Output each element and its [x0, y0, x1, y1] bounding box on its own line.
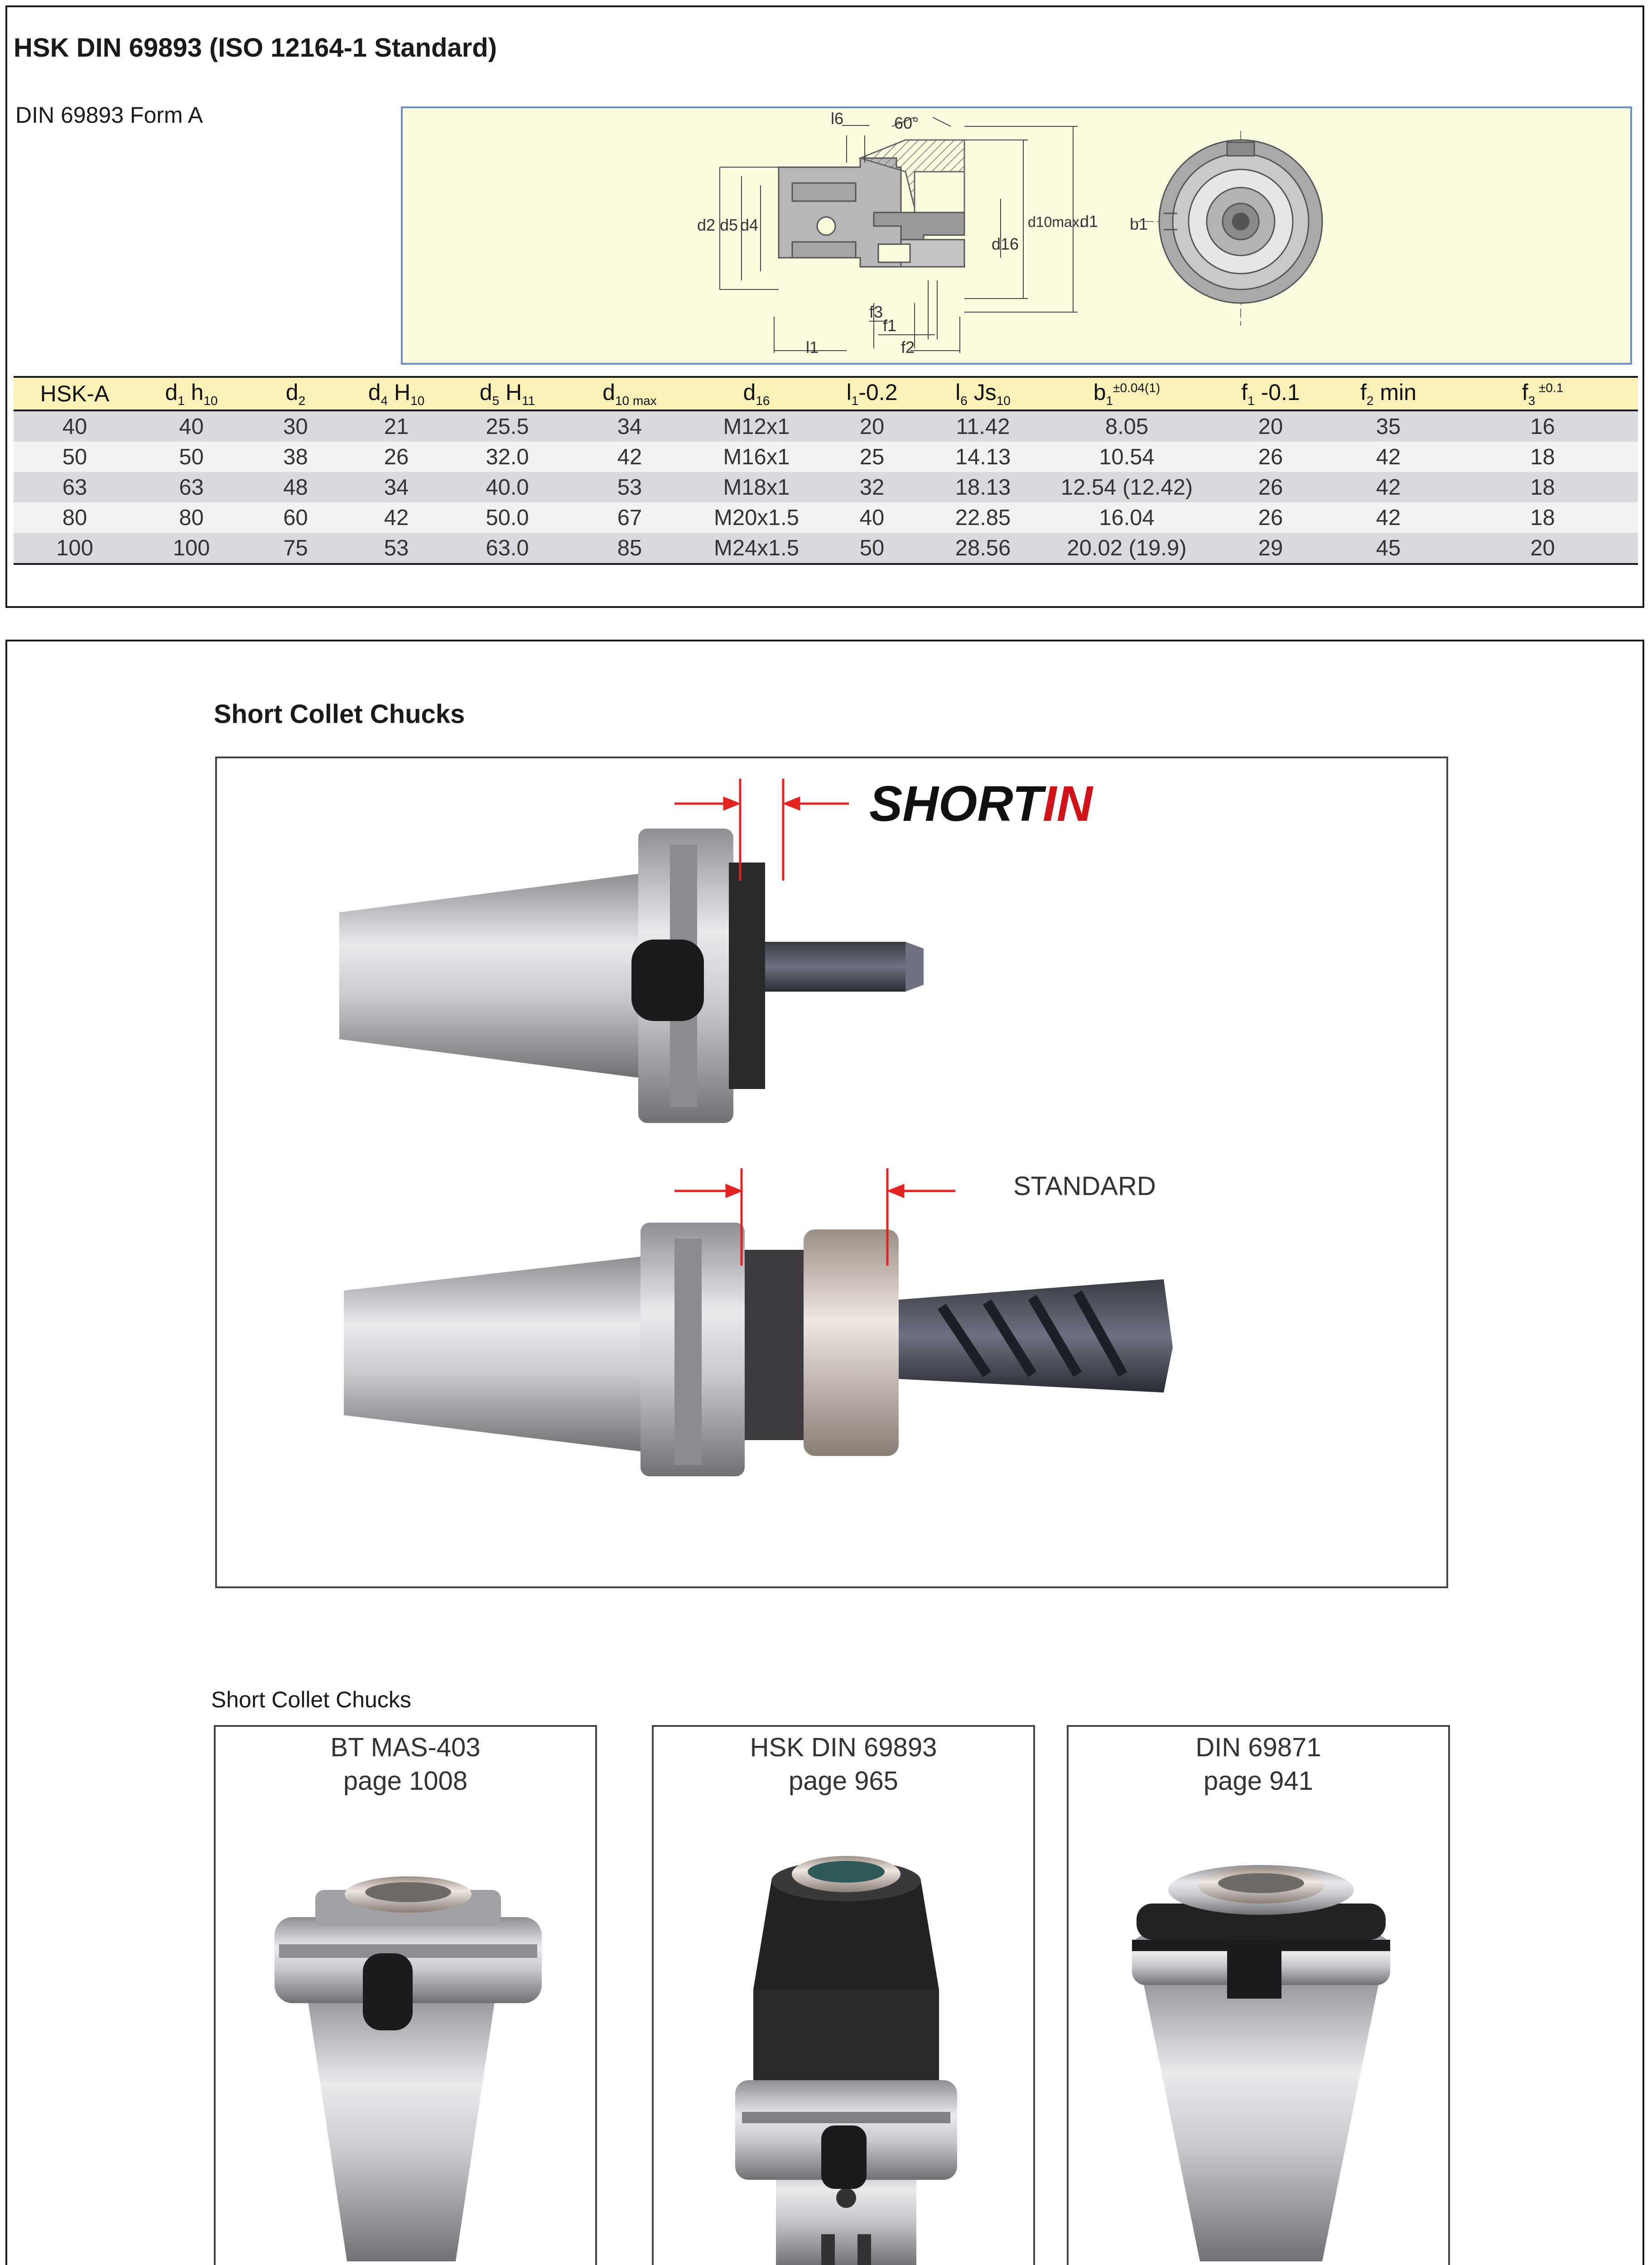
col-f1: $f_1$ -0.1: [1212, 377, 1329, 410]
din-holder-image: [1069, 1799, 1452, 2265]
col-d2: $d_2$: [247, 377, 344, 410]
hsk-holder-image: [654, 1799, 1037, 2265]
card-din-69871[interactable]: [1067, 1725, 1450, 2265]
label-b1: b1: [1130, 215, 1148, 233]
cell: 50: [14, 442, 136, 472]
cell: 22.85: [924, 502, 1042, 533]
cell: 11.42: [924, 410, 1042, 442]
cell: 63: [14, 472, 136, 502]
cell: 26: [1212, 442, 1329, 472]
cell: 34: [566, 410, 693, 442]
cell: 32.0: [448, 442, 566, 472]
cell: 48: [247, 472, 344, 502]
cards-heading: Short Collet Chucks: [211, 1687, 411, 1712]
bt-holder-image: [216, 1799, 599, 2265]
technical-drawing: [401, 106, 1632, 365]
card-title: DIN 69871: [1195, 1733, 1321, 1762]
card-title: BT MAS-403: [330, 1733, 481, 1762]
dimension-table: [14, 376, 1638, 565]
cell: M24x1.5: [693, 533, 820, 564]
cell: 80: [14, 502, 136, 533]
cell: 42: [344, 502, 448, 533]
col-d4: $d_4$ $H_{10}$: [344, 377, 448, 410]
cell: 80: [136, 502, 247, 533]
cell: 16.04: [1042, 502, 1212, 533]
label-d10: d10max.: [1028, 214, 1084, 230]
shortin-holder-image: [339, 829, 924, 1123]
cell: 18: [1447, 472, 1638, 502]
label-f2: f2: [901, 338, 915, 357]
label-d1: d1: [1080, 212, 1098, 231]
cell: 50: [820, 533, 924, 564]
end-view: [1132, 131, 1322, 326]
cell: 40: [136, 410, 247, 442]
cell: 14.13: [924, 442, 1042, 472]
cell: 42: [1329, 502, 1447, 533]
table-row: [14, 442, 1638, 472]
cell: 32: [820, 472, 924, 502]
cell: 85: [566, 533, 693, 564]
cell: 34: [344, 472, 448, 502]
cell: 53: [566, 472, 693, 502]
table-row: [14, 410, 1638, 442]
cell: 35: [1329, 410, 1447, 442]
cell: 20.02 (19.9): [1042, 533, 1212, 564]
cell: 60: [247, 502, 344, 533]
section-heading: Short Collet Chucks: [214, 699, 465, 729]
standard-label: STANDARD: [1013, 1171, 1156, 1201]
cell: 20: [820, 410, 924, 442]
cell: 18: [1447, 442, 1638, 472]
cell: 10.54: [1042, 442, 1212, 472]
cell: 42: [1329, 472, 1447, 502]
col-l6: $l_6$ $Js_{10}$: [924, 377, 1042, 410]
cell: 18.13: [924, 472, 1042, 502]
label-d5: d5: [720, 216, 738, 234]
cell: 26: [1212, 472, 1329, 502]
cell: 67: [566, 502, 693, 533]
cell: 38: [247, 442, 344, 472]
label-d2: d2: [697, 216, 716, 234]
col-f3: $f_3$ $^{\pm 0.1}$: [1447, 377, 1638, 410]
label-d4: d4: [740, 216, 759, 234]
label-f3: f3: [869, 303, 883, 321]
standard-holder-image: [344, 1223, 1173, 1476]
label-angle: 60°: [894, 114, 919, 132]
table-row: [14, 502, 1638, 533]
cell: 18: [1447, 502, 1638, 533]
cell: 63: [136, 472, 247, 502]
drawing-svg: [403, 108, 1630, 363]
cell: M16x1: [693, 442, 820, 472]
label-l6: l6: [831, 109, 844, 128]
card-bt-mas-403[interactable]: [214, 1725, 597, 2265]
table-row: [14, 472, 1638, 502]
side-view: [779, 140, 964, 267]
col-d5: $d_5$ $H_{11}$: [448, 377, 566, 410]
cell: M18x1: [693, 472, 820, 502]
card-page: page 941: [1204, 1766, 1313, 1796]
cell: 42: [566, 442, 693, 472]
col-f2: $f_2$ min: [1329, 377, 1447, 410]
card-page: page 1008: [343, 1766, 468, 1796]
col-hsk-a: HSK-A: [14, 377, 136, 410]
cell: 100: [14, 533, 136, 564]
cell: 53: [344, 533, 448, 564]
cell: 40: [14, 410, 136, 442]
cell: 21: [344, 410, 448, 442]
cell: 16: [1447, 410, 1638, 442]
cell: 8.05: [1042, 410, 1212, 442]
table-header-row: [14, 377, 1638, 410]
cell: 63.0: [448, 533, 566, 564]
cell: 26: [1212, 502, 1329, 533]
cell: 45: [1329, 533, 1447, 564]
form-label: DIN 69893 Form A: [15, 102, 203, 128]
cell: 40.0: [448, 472, 566, 502]
cell: 12.54 (12.42): [1042, 472, 1212, 502]
cell: 50: [136, 442, 247, 472]
cell: 100: [136, 533, 247, 564]
col-d1: $d_1$ $h_{10}$: [136, 377, 247, 410]
card-hsk-din-69893[interactable]: [652, 1725, 1035, 2265]
cell: 42: [1329, 442, 1447, 472]
cell: 25: [820, 442, 924, 472]
table-row: [14, 533, 1638, 564]
cell: M12x1: [693, 410, 820, 442]
cell: 20: [1212, 410, 1329, 442]
card-page: page 965: [789, 1766, 898, 1796]
comparison-svg: [217, 758, 1446, 1586]
spec-title: HSK DIN 69893 (ISO 12164-1 Standard): [14, 33, 497, 63]
card-title: HSK DIN 69893: [750, 1733, 937, 1762]
shortin-logo: SHORTIN: [869, 776, 1093, 832]
cell: 75: [247, 533, 344, 564]
cell: 26: [344, 442, 448, 472]
cell: 28.56: [924, 533, 1042, 564]
label-l1: l1: [806, 338, 819, 357]
cell: M20x1.5: [693, 502, 820, 533]
col-d16: $d_{16}$: [693, 377, 820, 410]
comparison-photo: [215, 757, 1448, 1588]
cell: 50.0: [448, 502, 566, 533]
cell: 30: [247, 410, 344, 442]
label-f1: f1: [883, 316, 897, 335]
cell: 29: [1212, 533, 1329, 564]
cell: 40: [820, 502, 924, 533]
label-d16: d16: [992, 235, 1019, 253]
cell: 20: [1447, 533, 1638, 564]
col-d10: $d_{10 max}$: [566, 377, 693, 410]
col-l1: $l_1-0.2$: [820, 377, 924, 410]
col-b1: $b_1^{\pm 0.04(1)}$: [1042, 377, 1212, 410]
cell: 25.5: [448, 410, 566, 442]
